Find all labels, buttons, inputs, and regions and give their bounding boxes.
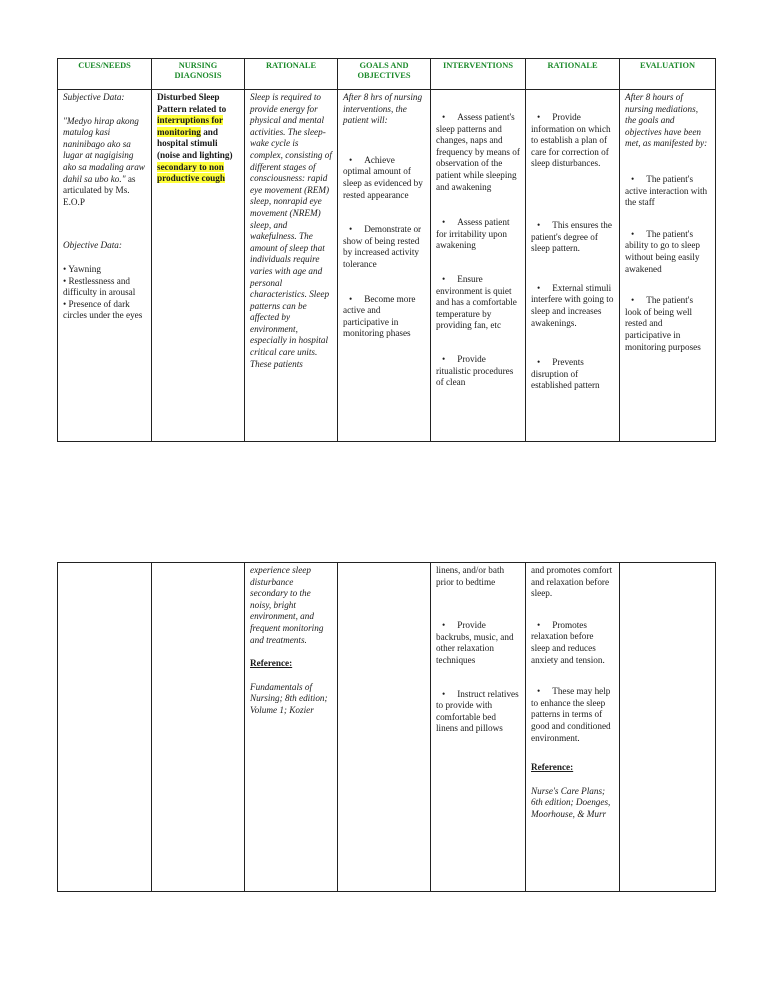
objective-list <box>63 264 146 322</box>
diagnosis-text-1: Disturbed Sleep Pattern related to <box>157 92 227 114</box>
subjective-label: Subjective Data: <box>63 92 125 102</box>
intervention-item: • Provide backrubs, music, and other relaxation techniques <box>436 620 520 666</box>
evaluation-cell-continued <box>620 563 715 891</box>
rationale-cell-continued <box>245 563 338 891</box>
rationale2-item: • External stimuli interfere with going to sleep and increases awakenings. <box>531 283 614 329</box>
diagnosis-cell-continued <box>152 563 245 891</box>
rationale-text-continued: experience sleep disturbance secondary to the noisy, bright environment, and frequent monitoring and treatments. <box>250 565 324 645</box>
subjective-attribution: as articulated by Ms. E.O.P <box>63 173 136 207</box>
care-plan-table-page-2 <box>57 562 716 892</box>
rationale2-item: • These may help to enhance the sleep patterns in terms of good and conditioned environment. <box>531 686 614 744</box>
objective-item: • Restlessness and difficulty in arousal <box>63 275 136 298</box>
interventions-cell-continued <box>431 563 526 891</box>
subjective-data <box>63 116 146 209</box>
rationale-text: Sleep is required to provide energy for physical and mental activities. The sleep-wake cycle is complex, consisting of different stages of consciousness: rapid eye movement (REM) sleep, nonrapid eye movement (NREM) sleep, and wakefulness. The amount of sleep that individuals require varies with age and personal characteristics. Sleep patterns can be affected by environment, especially in hospital critical care units. These patients <box>250 92 332 369</box>
table-body-row-continued <box>58 563 715 891</box>
header-cues-needs: CUES/NEEDS <box>58 59 152 89</box>
diagnosis-text-2: and hospital stimuli (noise and lighting) <box>157 126 233 160</box>
cues-cell-continued <box>58 563 152 891</box>
goal-item: • Become more active and participative in monitoring phases <box>343 294 425 340</box>
header-rationale: RATIONALE <box>245 59 338 89</box>
intervention-item: • Assess patient for irritability upon awakening <box>436 217 520 252</box>
intervention-item: • Provide ritualistic procedures of clean <box>436 354 520 389</box>
rationale2-cell <box>526 90 620 441</box>
evaluation-item: • The patient's look of being well rested and participative in monitoring purposes <box>625 295 710 353</box>
evaluation-item: • The patient's ability to go to sleep without being easily awakened <box>625 229 710 275</box>
rationale2-item: • This ensures the patient's degree of sleep pattern. <box>531 220 614 255</box>
rationale2-reference-label: Reference: <box>531 762 574 773</box>
rationale2-continued-text: and promotes comfort and relaxation before sleep. <box>531 565 613 599</box>
table-header-row <box>58 59 715 90</box>
header-evaluation: EVALUATION <box>639 61 696 70</box>
cues-cell <box>58 90 152 441</box>
evaluation-cell <box>620 90 715 441</box>
goal-item: • Demonstrate or show of being rested by increased activity tolerance <box>343 224 425 270</box>
intervention-item: • Ensure environment is quiet and has a comfortable temperature by providing fan, etc <box>436 274 520 332</box>
diagnosis-highlight-1: interruptions for monitoring <box>157 115 224 137</box>
intervention-item: • Assess patient's sleep patterns and changes, naps and frequency by means of observation of the patient while sleeping and awakening <box>436 112 520 193</box>
rationale2-reference-text: Nurse's Care Plans; 6th edition; Doenges, Moorhouse, & Murr <box>531 785 611 819</box>
rationale-reference-text: Fundamentals of Nursing; 8th edition; Volume 1; Kozier <box>250 681 328 715</box>
rationale-reference-label: Reference: <box>250 658 293 669</box>
rationale2-item: • Provide information on which to establish a plan of care for correction of sleep disturbances. <box>531 112 614 170</box>
rationale2-item: • Prevents disruption of established pattern <box>531 357 614 392</box>
diagnosis-highlight-2: secondary to non productive cough <box>157 161 225 184</box>
goal-item: • Achieve optimal amount of sleep as evidenced by rested appearance <box>343 155 425 201</box>
evaluation-intro: After 8 hours of nursing mediations, the goals and objectives have been met, as manifested by: <box>625 92 708 149</box>
goals-intro: After 8 hrs of nursing interventions, the patient will: <box>343 92 423 126</box>
rationale2-cell-continued <box>526 563 620 891</box>
goals-cell-continued <box>338 563 431 891</box>
goals-cell <box>338 90 431 441</box>
rationale2-item: • Promotes relaxation before sleep and reduces anxiety and tension. <box>531 620 614 666</box>
care-plan-table-page-1 <box>57 58 716 442</box>
table-body-row <box>58 90 715 441</box>
header-rationale-2: RATIONALE <box>526 59 620 89</box>
rationale-cell <box>245 90 338 441</box>
header-interventions: INTERVENTIONS <box>431 59 526 89</box>
intervention-item: • Instruct relatives to provide with comfortable bed linens and pillows <box>436 689 520 735</box>
objective-label: Objective Data: <box>63 240 122 251</box>
evaluation-item: • The patient's active interaction with the staff <box>625 174 710 209</box>
intervention-continued-text: linens, and/or bath prior to bedtime <box>436 565 505 587</box>
diagnosis-cell <box>152 90 245 441</box>
interventions-cell <box>431 90 526 441</box>
objective-item: • Yawning <box>63 263 101 274</box>
subjective-quote: "Medyo hirap akong matulog kasi naninibago ako sa lugar at nagigising ako sa madaling araw dahil sa ubo ko." <box>63 115 145 184</box>
header-nursing-diagnosis: NURSING DIAGNOSIS <box>152 59 245 89</box>
objective-item: • Presence of dark circles under the eyes <box>63 298 143 321</box>
header-goals-objectives: GOALS AND OBJECTIVES <box>338 59 431 89</box>
